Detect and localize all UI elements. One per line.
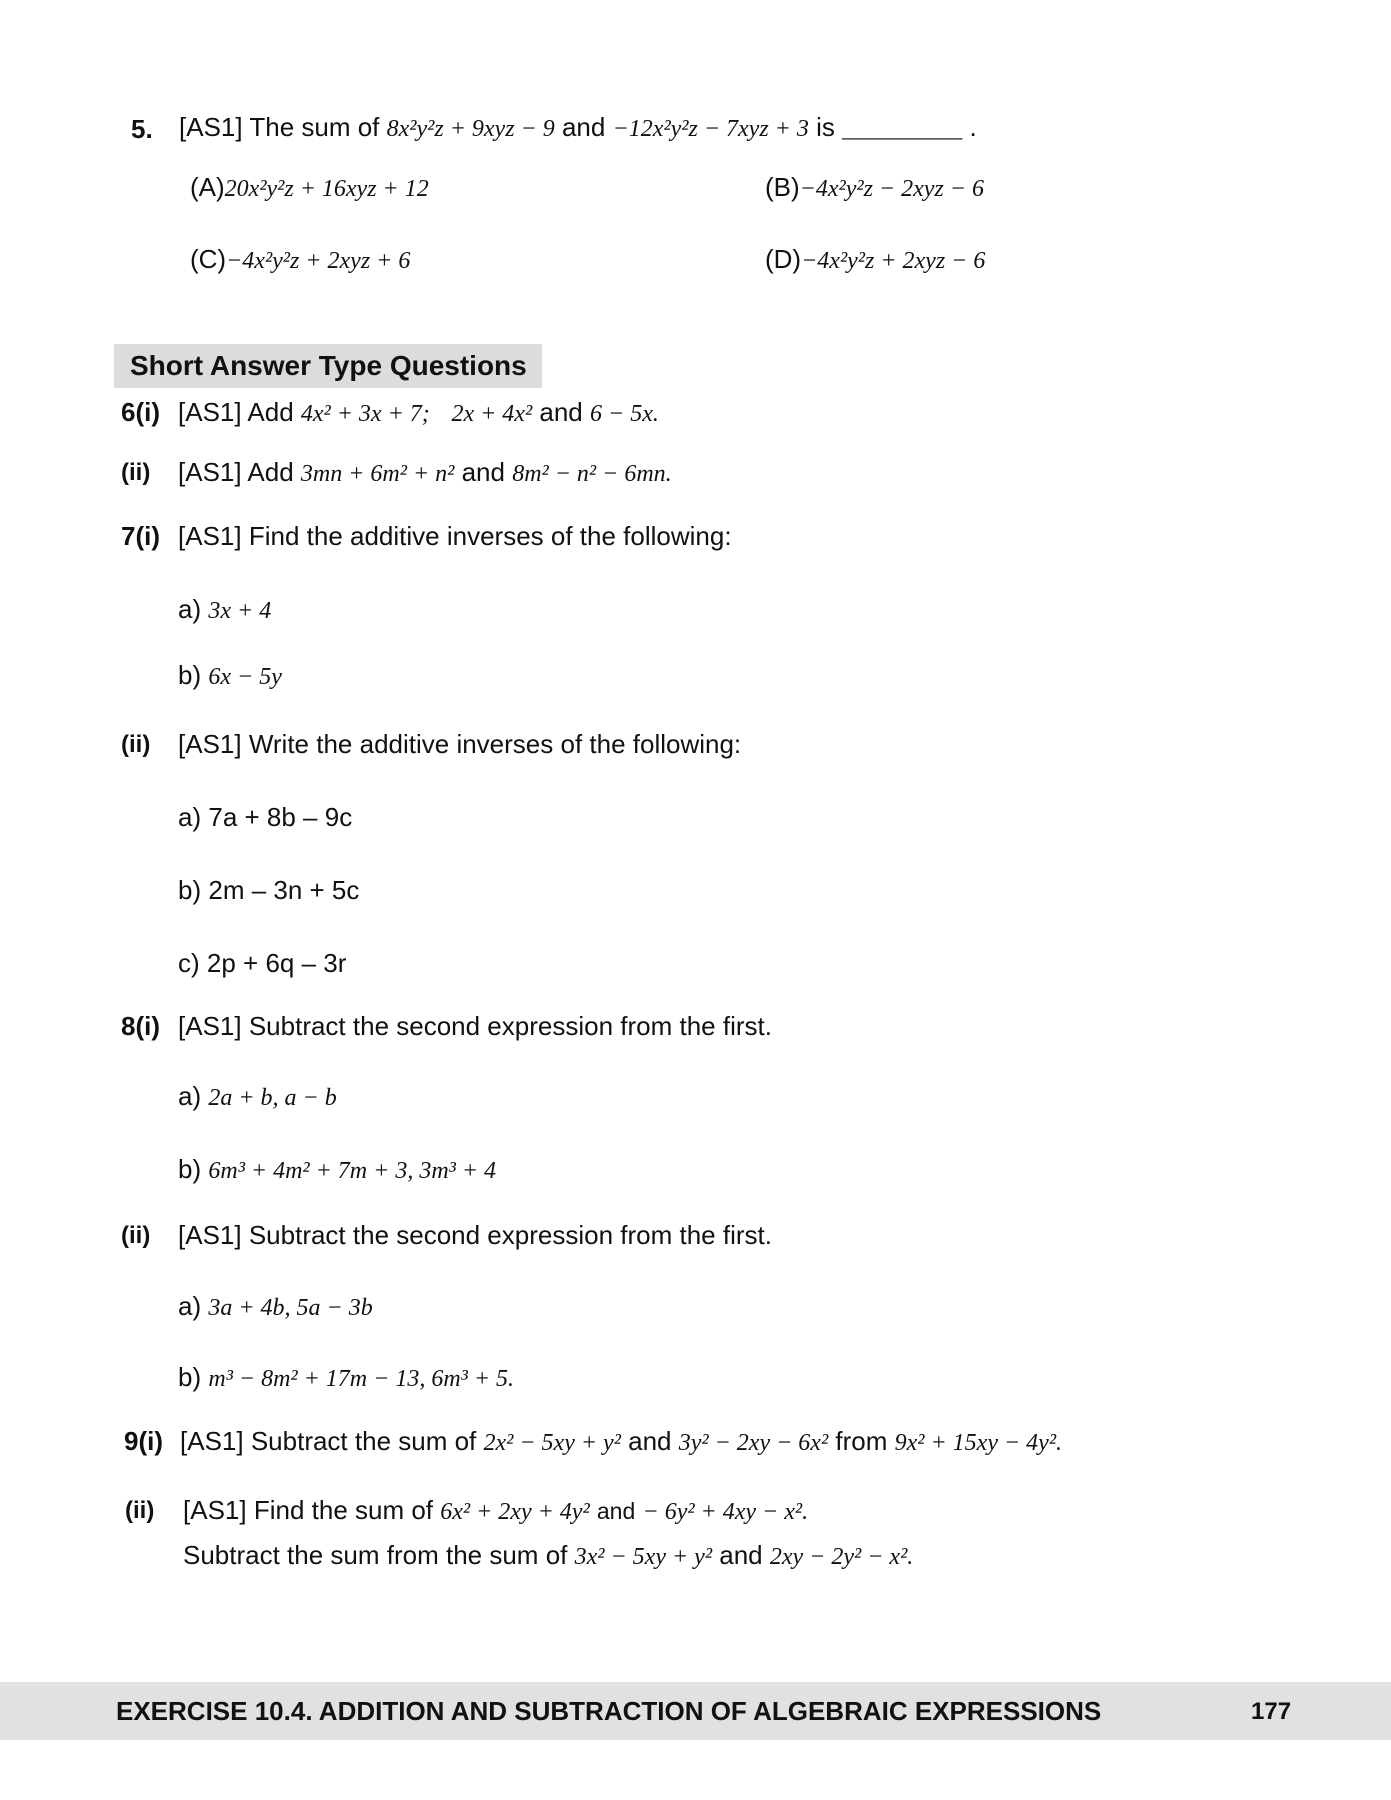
math-expression: 3mn + 6m² + n² [300, 461, 455, 487]
list-item: a) 3x + 4 [178, 594, 272, 624]
list-item: b) 2m – 3n + 5c [178, 875, 360, 905]
question-number: 8(i) [121, 1011, 160, 1041]
math-expression: 3x² − 5xy + y² [574, 1544, 713, 1570]
question-9ii-line2: Subtract the sum from the sum of 3x² − 5xy + y² and 2xy − 2y² − x². [183, 1540, 914, 1570]
question-6i-text: [AS1] Add 4x² + 3x + 7; 2x + 4x² and 6 − 5x. [178, 397, 659, 427]
option-c[interactable]: (C)−4x²y²z + 2xyz + 6 [190, 244, 411, 274]
list-item: a) 3a + 4b, 5a − 3b [178, 1291, 373, 1321]
math-expression: − 6y² + 4xy − x². [642, 1499, 809, 1525]
math-expression: 8x²y²z + 9xyz − 9 [386, 116, 555, 142]
question-6ii-text: [AS1] Add 3mn + 6m² + n² and 8m² − n² − 6mn. [178, 457, 672, 487]
question-number: 9(i) [124, 1426, 163, 1456]
question-number: (ii) [121, 1222, 151, 1249]
math-expression: 2xy − 2y² − x². [769, 1544, 914, 1570]
option-a[interactable]: (A)20x²y²z + 16xyz + 12 [190, 172, 429, 202]
question-number: (ii) [121, 731, 151, 758]
question-number: 5. [131, 114, 153, 144]
footer-title: EXERCISE 10.4. ADDITION AND SUBTRACTION OF ALGEBRAIC EXPRESSIONS [116, 1696, 1102, 1726]
math-expression: 9x² + 15xy − 4y². [894, 1430, 1063, 1456]
list-item: a) 2a + b, a − b [178, 1081, 337, 1111]
list-item: b) 6x − 5y [178, 660, 282, 690]
list-item: b) m³ − 8m² + 17m − 13, 6m³ + 5. [178, 1362, 515, 1392]
list-item: c) 2p + 6q – 3r [178, 948, 347, 978]
question-number: (ii) [125, 1497, 155, 1524]
option-b[interactable]: (B)−4x²y²z − 2xyz − 6 [765, 172, 984, 202]
math-expression: 4x² + 3x + 7; [300, 401, 430, 427]
question-number: 7(i) [121, 521, 160, 551]
math-expression: 6 − 5x. [590, 401, 659, 427]
math-expression: 8m² − n² − 6mn. [512, 461, 672, 487]
math-expression: 2x² − 5xy + y² [483, 1430, 621, 1456]
question-5-stem: [AS1] The sum of 8x²y²z + 9xyz − 9 and −12x²y²z − 7xyz + 3 is ____________ . [179, 112, 977, 142]
question-8ii-text: [AS1] Subtract the second expression from the first. [178, 1220, 772, 1250]
question-number: 6(i) [121, 397, 160, 427]
question-8i-text: [AS1] Subtract the second expression from the first. [178, 1011, 772, 1041]
page-number: 177 [1251, 1698, 1292, 1725]
math-expression: 2x + 4x² [451, 401, 533, 427]
math-expression: −12x²y²z − 7xyz + 3 [612, 116, 809, 142]
question-9ii-text: [AS1] Find the sum of 6x² + 2xy + 4y² and − 6y² + 4xy − x². [183, 1495, 809, 1525]
list-item: a) 7a + 8b – 9c [178, 802, 353, 832]
math-expression: 6x² + 2xy + 4y² [440, 1499, 590, 1525]
question-7ii-text: [AS1] Write the additive inverses of the following: [178, 729, 742, 759]
question-9i-text: [AS1] Subtract the sum of 2x² − 5xy + y² and 3y² − 2xy − 6x² from 9x² + 15xy − 4y². [180, 1426, 1063, 1456]
option-d[interactable]: (D)−4x²y²z + 2xyz − 6 [765, 244, 986, 274]
question-7i-text: [AS1] Find the additive inverses of the following: [178, 521, 732, 551]
math-expression: 3y² − 2xy − 6x² [678, 1430, 829, 1456]
question-number: (ii) [121, 459, 151, 486]
list-item: b) 6m³ + 4m² + 7m + 3, 3m³ + 4 [178, 1154, 497, 1184]
answer-blank: ____________ [842, 120, 963, 140]
section-heading: Short Answer Type Questions [114, 344, 542, 388]
